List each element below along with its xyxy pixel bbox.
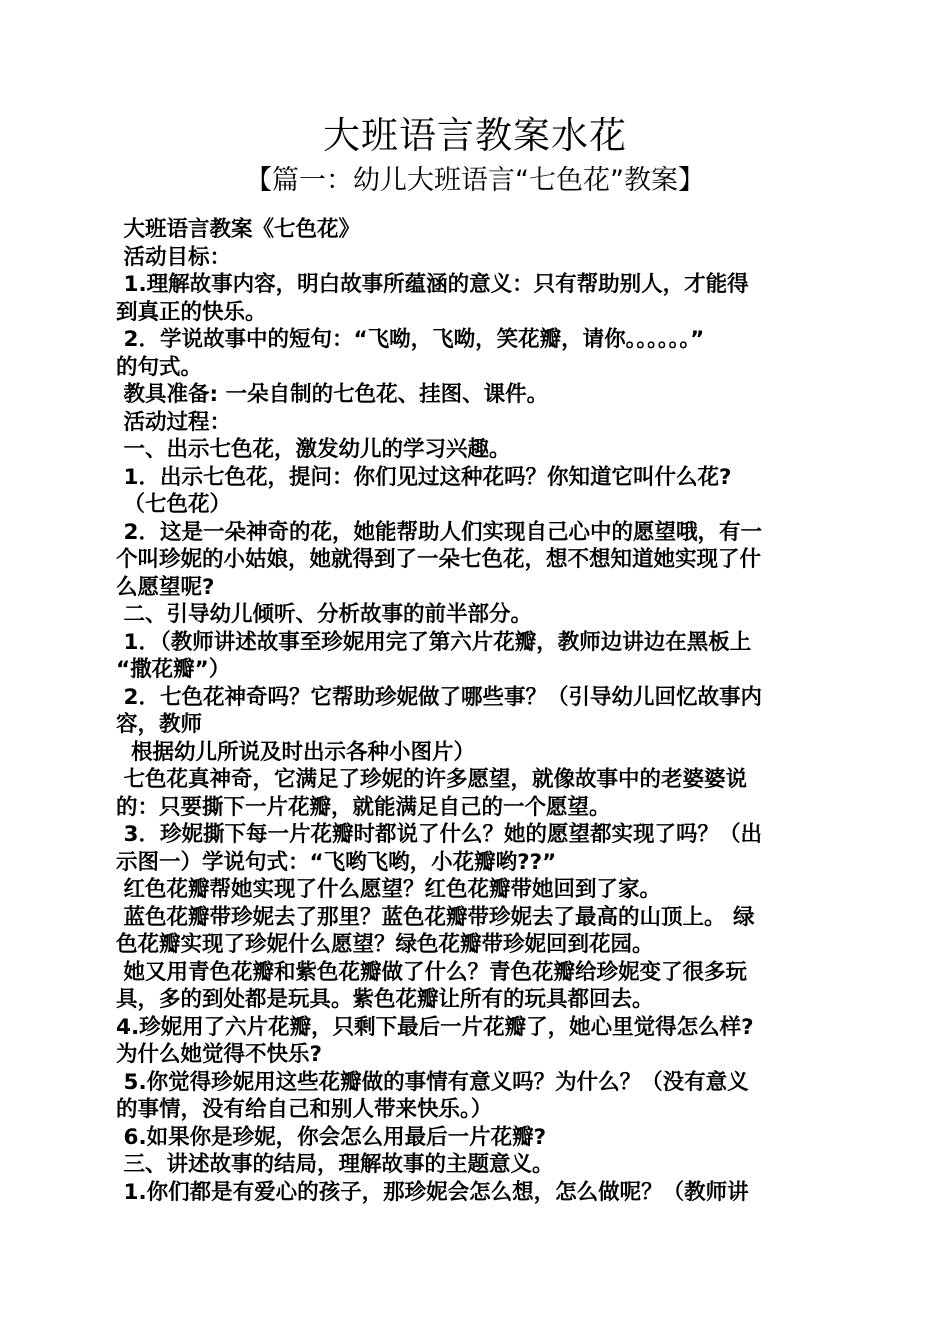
text-line: 三、讲述故事的结局，理解故事的主题意义。 xyxy=(116,1152,554,1177)
text-line: 2．这是一朵神奇的花，她能帮助人们实现自己心中的愿望哦，有一 xyxy=(116,519,762,545)
text-line: 活动过程： xyxy=(116,409,231,435)
text-line: 七色花真神奇，它满足了珍妮的许多愿望，就像故事中的老婆婆说 xyxy=(116,767,747,792)
text-line: 示图一）学说句式：“飞哟飞哟，小花瓣哟??” xyxy=(116,849,557,875)
text-line: 活动目标： xyxy=(116,244,231,270)
text-line: 蓝色花瓣带珍妮去了那里？蓝色花瓣带珍妮去了最高的山顶上。 绿 xyxy=(116,904,755,930)
document-body xyxy=(116,216,840,1206)
text-line: 的事情，没有给自己和别人带来快乐。） xyxy=(116,1097,493,1122)
text-line: 根据幼儿所说及时出示各种小图片） xyxy=(116,739,475,765)
text-line: 的句式。 xyxy=(116,354,203,380)
text-line: 2．七色花神奇吗？它帮助珍妮做了哪些事？（引导幼儿回忆故事内 xyxy=(116,684,762,710)
text-line: 4.珍妮用了六片花瓣，只剩下最后一片花瓣了，她心里觉得怎么样? xyxy=(116,1014,754,1040)
text-line: 一、出示七色花，激发幼儿的学习兴趣。 xyxy=(116,437,511,462)
text-line: 5.你觉得珍妮用这些花瓣做的事情有意义吗？为什么？（没有意义 xyxy=(116,1069,749,1095)
page-subtitle: 【篇一：幼儿大班语言“七色花”教案】 xyxy=(245,165,705,196)
text-line: 大班语言教案《七色花》 xyxy=(116,217,360,242)
text-line: 为什么她觉得不快乐? xyxy=(116,1042,322,1067)
text-line: （七色花） xyxy=(116,492,231,517)
text-line: 1.理解故事内容，明白故事所蕴涵的意义：只有帮助别人，才能得 xyxy=(116,272,749,297)
page-title: 大班语言教案水花 xyxy=(323,114,627,157)
text-line: 二、引导幼儿倾听、分析故事的前半部分。 xyxy=(116,602,532,627)
text-line: 3．珍妮撕下每一片花瓣时都说了什么？她的愿望都实现了吗？（出 xyxy=(116,822,762,847)
text-line: “撒花瓣”） xyxy=(116,657,231,682)
text-line: 么愿望呢? xyxy=(116,574,215,600)
text-line: 6.如果你是珍妮，你会怎么用最后一片花瓣? xyxy=(116,1124,547,1150)
text-line: 容，教师 xyxy=(116,712,203,737)
text-line: 她又用青色花瓣和紫色花瓣做了什么？青色花瓣给珍妮变了很多玩 xyxy=(116,959,747,985)
text-line: 2．学说故事中的短句：“飞呦，飞呦，笑花瓣，请你。。。。。。” xyxy=(116,327,705,352)
text-line: 到真正的快乐。 xyxy=(116,299,267,325)
text-line: 个叫珍妮的小姑娘，她就得到了一朵七色花，想不想知道她实现了什 xyxy=(116,547,762,572)
text-line: 色花瓣实现了珍妮什么愿望？绿色花瓣带珍妮回到花园。 xyxy=(116,932,654,957)
text-line: 具，多的到处都是玩具。紫色花瓣让所有的玩具都回去。 xyxy=(116,987,654,1012)
text-line: 1．出示七色花，提问：你们见过这种花吗？你知道它叫什么花? xyxy=(116,464,732,490)
text-line: 1．（教师讲述故事至珍妮用完了第六片花瓣，教师边讲边在黑板上 xyxy=(116,629,752,655)
text-line: 的：只要撕下一片花瓣，就能满足自己的一个愿望。 xyxy=(116,794,611,820)
text-line: 1.你们都是有爱心的孩子，那珍妮会怎么想，怎么做呢？（教师讲 xyxy=(116,1179,749,1205)
text-line: 教具准备: 一朵自制的七色花、挂图、课件。 xyxy=(116,382,549,407)
text-line: 红色花瓣帮她实现了什么愿望？红色花瓣带她回到了家。 xyxy=(116,877,661,902)
